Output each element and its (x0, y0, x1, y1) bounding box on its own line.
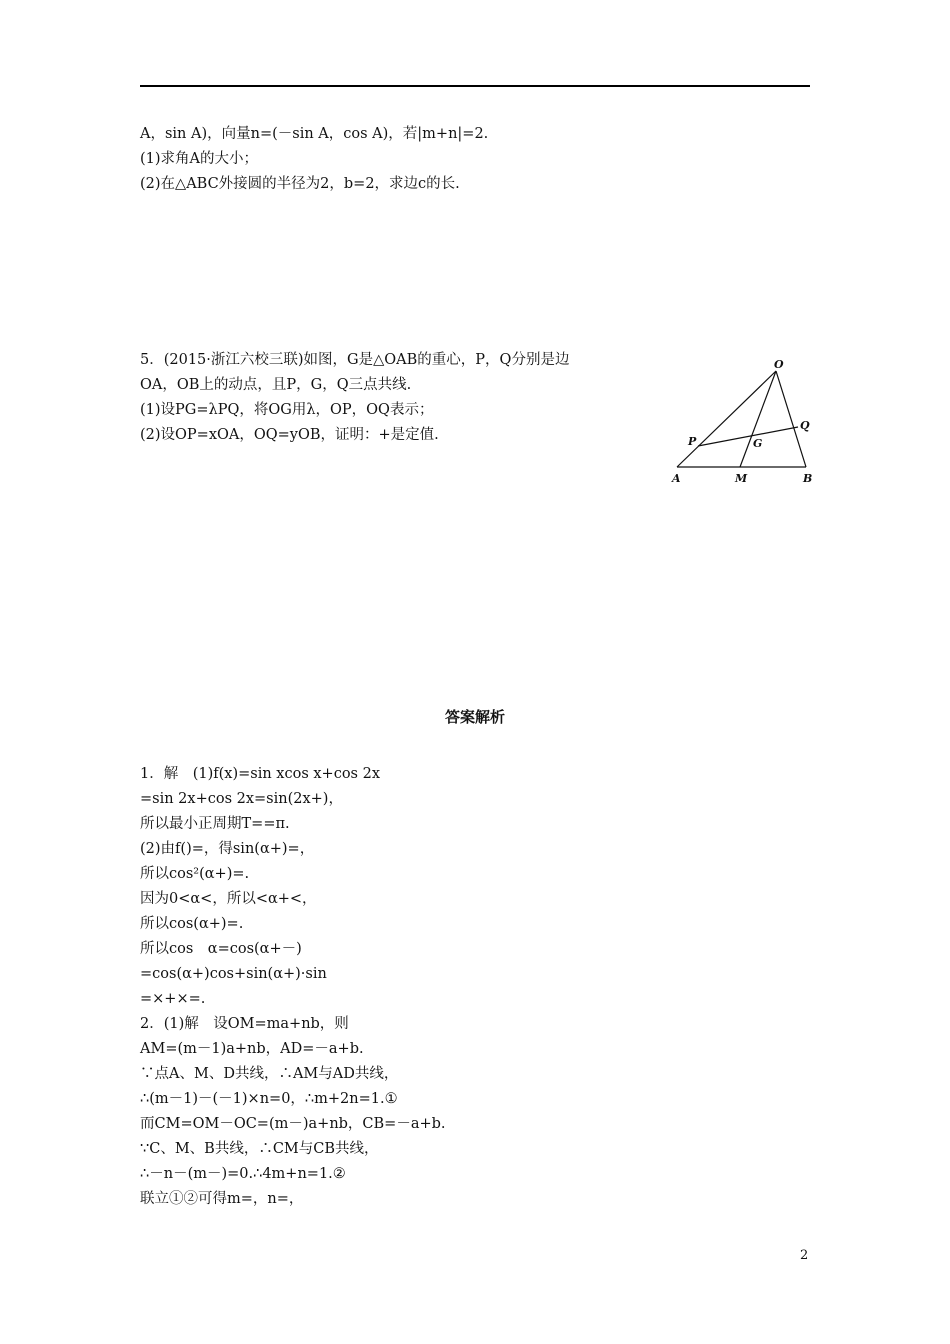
answer-line: =cos(α+)cos+sin(α+)·sin (140, 966, 327, 982)
answers-heading: 答案解析 (444, 708, 505, 726)
label-b: B (803, 472, 813, 485)
label-q: Q (800, 419, 810, 432)
answer-line: =sin 2x+cos 2x=sin(2x+)， (140, 791, 343, 807)
answer-line: 而CM=OM－OC=(m－)a+nb，CB=－a+b. (140, 1116, 446, 1132)
header-rule (140, 85, 810, 87)
label-a: A (672, 472, 681, 485)
answer-line: 联立①②可得m=，n=， (140, 1191, 304, 1207)
answer-line: 因为0<α<，所以<α+<， (140, 891, 317, 907)
problem-5-line: 5．(2015·浙江六校三联)如图，G是△OAB的重心，P，Q分别是边 (140, 352, 570, 368)
label-g: G (753, 437, 763, 450)
answer-line: 所以最小正周期T==π. (140, 816, 290, 832)
problem-5-line: (2)设OP=xOA，OQ=yOB，证明：+是定值. (140, 427, 439, 443)
answer-line: ∵C、M、B共线，∴CM与CB共线， (140, 1141, 379, 1157)
problem-5-line: OA，OB上的动点，且P，G，Q三点共线. (140, 377, 412, 393)
answer-line: 所以cos²(α+)=. (140, 866, 250, 882)
label-o: O (774, 358, 784, 371)
answer-line: (2)由f()=，得sin(α+)=， (140, 841, 315, 857)
label-p: P (688, 435, 697, 448)
text-line: (2)在△ABC外接圆的半径为2，b=2，求边c的长. (140, 176, 460, 192)
answer-line: 2．(1)解 设OM=ma+nb，则 (140, 1016, 349, 1032)
answer-line: ∴(m－1)－(－1)×n=0，∴m+2n=1.① (140, 1091, 398, 1107)
text-line: (1)求角A的大小； (140, 151, 259, 167)
triangle-figure (668, 356, 818, 491)
answer-line: ∵点A、M、D共线，∴AM与AD共线， (140, 1066, 399, 1082)
label-m: M (735, 472, 748, 485)
answer-line: =×+×=. (140, 991, 206, 1007)
answer-line: 1．解 (1)f(x)=sin xcos x+cos 2x (140, 766, 381, 782)
page-number: 2 (800, 1248, 809, 1263)
answer-line: 所以cos α=cos(α+－) (140, 941, 302, 957)
problem-5-line: (1)设PG=λPQ，将OG用λ，OP，OQ表示； (140, 402, 434, 418)
answer-line: AM=(m－1)a+nb，AD=－a+b. (140, 1041, 364, 1057)
answer-line: ∴－n－(m－)=0.∴4m+n=1.② (140, 1166, 346, 1182)
text-line: A，sin A)，向量n=(－sin A，cos A)，若|m+n|=2. (140, 126, 489, 142)
answer-line: 所以cos(α+)=. (140, 916, 244, 932)
